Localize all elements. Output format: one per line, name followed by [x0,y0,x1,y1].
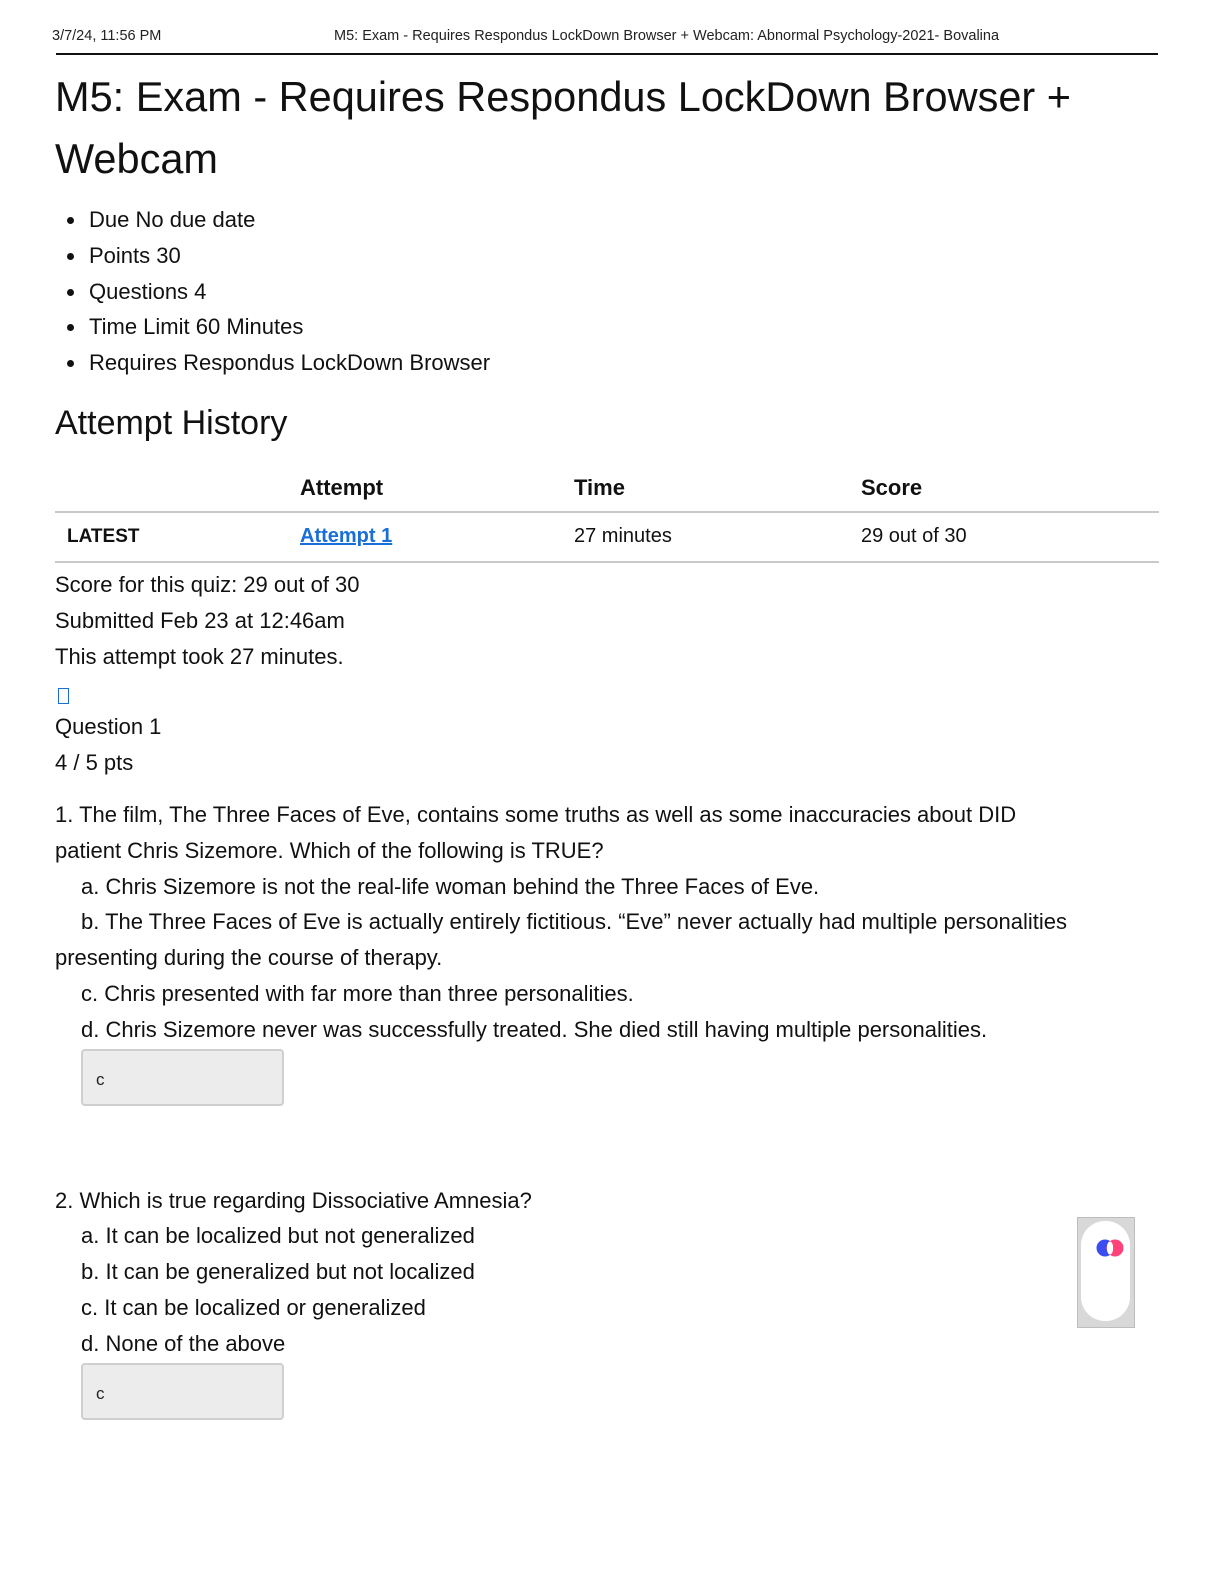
question-1-body [55,797,1159,1106]
question-2-prompt: 2. Which is true regarding Dissociative Amnesia? [55,1187,532,1213]
question-1-option-a: a. Chris Sizemore is not the real-life woman behind the Three Faces of Eve. [81,873,820,899]
question-2-option-b: b. It can be generalized but not localized [81,1259,475,1285]
question-1-option-d: d. Chris Sizemore never was successfully treated. She died still having multiple personalities. [81,1016,988,1042]
question-1-option-b-cont: presenting during the course of therapy. [55,945,443,971]
question-2-option-c: c. It can be localized or generalized [81,1294,426,1320]
submitted-text: Submitted Feb 23 at 12:46am [55,607,345,633]
question-1-option-b: b. The Three Faces of Eve is actually entirely fictitious. “Eve” never actually had multiple personalities [81,909,1067,935]
flag-icon[interactable] [58,688,69,704]
print-date: 3/7/24, 11:56 PM [52,28,162,44]
question-1-label: Question 1 [55,714,162,740]
assistant-widget-icon [1095,1237,1125,1259]
detail-time-limit: Time Limit 60 Minutes [89,309,1159,345]
time-cell: 27 minutes [574,512,861,562]
column-header-attempt: Attempt [300,465,574,512]
detail-points: Points 30 [89,238,1159,274]
attempt-history-table [55,465,1159,563]
question-1-header [55,709,1159,781]
question-1-prompt-line-2: patient Chris Sizemore. Which of the following is TRUE? [55,837,604,863]
quiz-score-text: Score for this quiz: 29 out of 30 [55,571,360,597]
attempt-summary [55,567,1159,674]
question-1-answer-field[interactable]: c [81,1049,284,1106]
attempt-cell [300,512,574,562]
quiz-details-list [55,202,1159,381]
score-cell: 29 out of 30 [861,512,1159,562]
detail-questions: Questions 4 [89,274,1159,310]
latest-label: LATEST [55,512,300,562]
column-header-score: Score [861,465,1159,512]
attempt-history-heading: Attempt History [55,403,288,442]
floating-widget[interactable] [1077,1217,1135,1328]
duration-text: This attempt took 27 minutes. [55,643,344,669]
question-2-option-a: a. It can be localized but not generalized [81,1223,475,1249]
page-title: M5: Exam - Requires Respondus LockDown Browser + Webcam [55,73,1072,182]
question-1-option-c: c. Chris presented with far more than three personalities. [81,980,634,1006]
question-2-option-d: d. None of the above [81,1330,286,1356]
question-1-points: 4 / 5 pts [55,750,134,776]
print-doc-title: M5: Exam - Requires Respondus LockDown Browser + Webcam: Abnormal Psychology-2021- Bovalina [334,28,1000,44]
print-header [52,28,1158,52]
table-header-row [55,465,1159,512]
detail-due: Due No due date [89,202,1159,238]
header-divider [56,53,1158,55]
question-2-body [55,1183,1159,1420]
question-1-prompt-line-1: 1. The film, The Three Faces of Eve, contains some truths as well as some inaccuracies about DID [55,801,1017,827]
quiz-content [55,66,1159,1420]
column-header-blank [55,465,300,512]
question-2-answer-field[interactable]: c [81,1363,284,1420]
attempt-1-link[interactable]: Attempt 1 [300,525,393,548]
column-header-time: Time [574,465,861,512]
detail-lockdown: Requires Respondus LockDown Browser [89,345,1159,381]
widget-pill[interactable] [1081,1221,1130,1321]
table-row [55,512,1159,562]
